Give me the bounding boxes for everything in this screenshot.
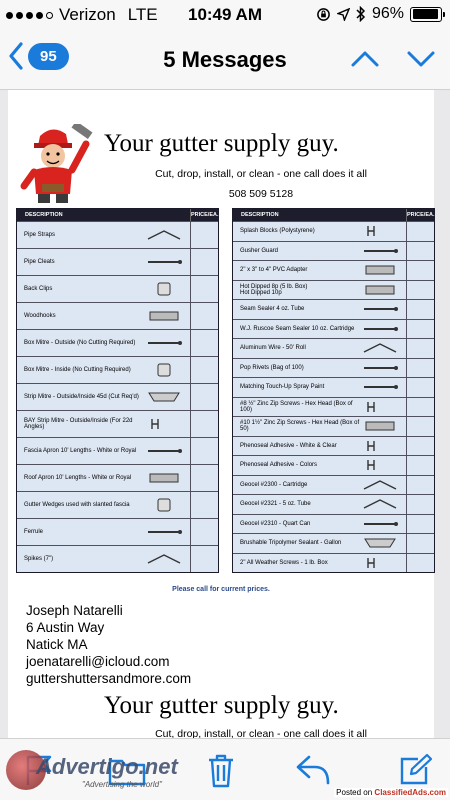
flyer-tagline-repeat: Cut, drop, install, or clean - one call does it all <box>155 728 367 738</box>
table-row <box>233 338 434 358</box>
contact-name: Joseph Natarelli <box>26 603 123 618</box>
item-description: Pipe Straps <box>24 232 56 238</box>
table-header <box>17 209 218 221</box>
price-cell <box>406 476 434 495</box>
watermark-tagline: "Advertising the world" <box>82 780 162 789</box>
table-row <box>17 356 218 383</box>
item-cell <box>17 411 190 437</box>
table-row <box>17 464 218 491</box>
item-cell <box>17 249 190 275</box>
spray-paint-icon <box>360 379 400 395</box>
price-cell <box>190 492 218 518</box>
table-row <box>233 514 434 534</box>
price-cell <box>190 222 218 248</box>
item-cell <box>233 476 406 495</box>
table-row <box>17 383 218 410</box>
table-row <box>17 437 218 464</box>
contact-website[interactable]: guttershuttersandmore.com <box>26 671 192 686</box>
item-cell <box>233 417 406 436</box>
item-cell <box>17 519 190 545</box>
spike-icon <box>144 551 184 567</box>
network-type: LTE <box>127 5 158 24</box>
table-row <box>233 455 434 475</box>
item-description: Splash Blocks (Polystyrene) <box>240 228 315 235</box>
table-header <box>233 209 434 221</box>
table-row <box>17 410 218 437</box>
quart-can-icon <box>360 516 400 532</box>
item-cell <box>233 378 406 397</box>
table-row <box>17 329 218 356</box>
price-cell <box>406 339 434 358</box>
nail-box-icon <box>360 282 400 298</box>
price-cell <box>406 300 434 319</box>
message-body[interactable] <box>0 90 450 738</box>
price-table-left <box>16 208 219 573</box>
next-message-button[interactable] <box>406 44 436 74</box>
item-cell <box>17 465 190 491</box>
geocel-tube-icon <box>360 496 400 512</box>
item-description: Box Mitre - Outside (No Cutting Required) <box>24 340 136 346</box>
gutter-wedge-icon <box>144 497 184 513</box>
pipe-strap-icon <box>144 227 184 243</box>
item-cell <box>17 492 190 518</box>
item-cell <box>233 300 406 319</box>
price-cell <box>190 438 218 464</box>
item-description: Woodhooks <box>24 313 56 319</box>
item-description: Brushable Tripolymer Sealant - Gallon <box>240 540 342 547</box>
table-row <box>17 545 218 572</box>
item-cell <box>233 281 406 300</box>
battery-icon <box>410 7 442 22</box>
table-row <box>233 553 434 573</box>
price-cell <box>406 398 434 417</box>
table-row <box>233 319 434 339</box>
item-description: Geocel #2310 - Quart Can <box>240 520 311 527</box>
price-cell <box>406 320 434 339</box>
adhesive-colors-icon <box>360 457 400 473</box>
item-cell <box>233 398 406 417</box>
item-cell <box>233 339 406 358</box>
item-cell <box>17 438 190 464</box>
status-bar <box>0 0 450 30</box>
price-note: Please call for current prices. <box>172 586 270 593</box>
flyer-tagline: Cut, drop, install, or clean - one call does it all <box>155 168 367 180</box>
table-row <box>233 436 434 456</box>
item-cell <box>233 554 406 573</box>
reply-icon[interactable] <box>295 753 331 787</box>
gallon-icon <box>360 535 400 551</box>
bluetooth-icon <box>356 6 366 22</box>
table-row <box>233 260 434 280</box>
item-cell <box>17 384 190 410</box>
unread-count-badge: 95 <box>28 43 69 70</box>
contact-email[interactable]: joenatarelli@icloud.com <box>26 654 170 669</box>
screw-icon <box>360 399 400 415</box>
item-description: Pop Rivets (Bag of 100) <box>240 364 304 371</box>
woodhook-icon <box>144 308 184 324</box>
price-cell <box>406 222 434 241</box>
price-cell <box>190 330 218 356</box>
table-row <box>233 358 434 378</box>
price-cell <box>406 456 434 475</box>
trash-icon[interactable] <box>206 753 236 789</box>
table-row <box>233 416 434 436</box>
col-price: PRICE/EA. <box>406 209 434 221</box>
price-cell <box>406 242 434 261</box>
item-description: Fascia Apron 10' Lengths - White or Royal <box>24 448 137 454</box>
rivet-icon <box>360 360 400 376</box>
item-description: Gusher Guard <box>240 247 279 254</box>
item-description: Hot Dipped 8p (5 lb. Box) Hot Dipped 10p <box>240 283 308 296</box>
item-cell <box>17 546 190 572</box>
item-description: Geocel #2300 - Cartridge <box>240 481 308 488</box>
price-cell <box>190 276 218 302</box>
item-description: Matching Touch-Up Spray Paint <box>240 384 325 391</box>
item-description: Back Clips <box>24 286 53 292</box>
item-description: Roof Apron 10' Lengths - White or Royal <box>24 475 132 481</box>
previous-message-button[interactable] <box>350 44 380 74</box>
table-row <box>233 377 434 397</box>
price-cell <box>406 359 434 378</box>
table-row <box>17 248 218 275</box>
advertigo-watermark <box>4 746 178 798</box>
price-cell <box>406 534 434 553</box>
table-row <box>233 533 434 553</box>
price-cell <box>406 437 434 456</box>
bay-strip-mitre-icon <box>144 416 184 432</box>
rotation-lock-icon <box>316 7 331 22</box>
table-row <box>17 518 218 545</box>
table-row <box>233 475 434 495</box>
col-description: DESCRIPTION <box>25 212 63 218</box>
table-row <box>233 397 434 417</box>
flyer-phone: 508 509 5128 <box>228 188 294 200</box>
item-cell <box>17 330 190 356</box>
page-title: 5 Messages <box>163 47 287 72</box>
item-cell <box>233 261 406 280</box>
compose-icon[interactable] <box>398 753 432 787</box>
geocel-cartridge-icon <box>360 477 400 493</box>
item-description: Gutter Wedges used with slanted fascia <box>24 502 130 508</box>
item-description: #10 1½" Zinc Zip Screws - Hex Head (Box of 50) <box>240 420 360 433</box>
screw-long-icon <box>360 418 400 434</box>
col-description: DESCRIPTION <box>241 212 279 218</box>
item-description: Pipe Cleats <box>24 259 55 265</box>
contact-city: Natick MA <box>26 637 88 652</box>
item-description: Phenoseal Adhesive - Colors <box>240 462 318 469</box>
gusher-guard-icon <box>360 243 400 259</box>
clock: 10:49 AM <box>187 5 262 24</box>
pvc-adapter-icon <box>360 262 400 278</box>
table-row <box>233 299 434 319</box>
price-cell <box>190 519 218 545</box>
price-table-right <box>232 208 435 573</box>
price-cell <box>406 378 434 397</box>
item-cell <box>233 534 406 553</box>
item-cell <box>233 515 406 534</box>
flyer-headline: Your gutter supply guy. <box>104 130 339 157</box>
adhesive-white-icon <box>360 438 400 454</box>
price-cell <box>190 384 218 410</box>
price-cell <box>406 261 434 280</box>
item-description: Geocel #2321 - 5 oz. Tube <box>240 501 311 508</box>
flyer-image <box>8 90 434 738</box>
posted-on-label <box>334 788 448 797</box>
item-description: Box Mitre - Inside (No Cutting Required) <box>24 367 131 373</box>
item-cell <box>17 222 190 248</box>
item-description: Phenoseal Adhesive - White & Clear <box>240 442 337 449</box>
back-clip-icon <box>144 281 184 297</box>
item-cell <box>17 303 190 329</box>
item-cell <box>233 456 406 475</box>
sealer-tube-icon <box>360 301 400 317</box>
table-row <box>233 280 434 300</box>
item-description: 2" All Weather Screws - 1 lb. Box <box>240 559 328 566</box>
contact-street: 6 Austin Way <box>26 620 105 635</box>
item-description: BAY Strip Mitre - Outside/Inside (For 22d Angles) <box>24 418 133 430</box>
carrier-name: Verizon <box>59 5 116 24</box>
table-row <box>233 221 434 241</box>
location-icon <box>337 8 350 21</box>
item-description: W.J. Ruscoe Seam Sealer 10 oz. Cartridge <box>240 325 355 332</box>
splash-block-icon <box>360 223 400 239</box>
weather-screw-icon <box>360 555 400 571</box>
price-cell <box>190 303 218 329</box>
box-mitre-inside-icon <box>144 362 184 378</box>
item-cell <box>233 359 406 378</box>
price-cell <box>190 249 218 275</box>
item-cell <box>233 222 406 241</box>
posted-site: ClassifiedAds.com <box>374 788 446 797</box>
item-cell <box>17 276 190 302</box>
table-row <box>17 275 218 302</box>
table-row <box>17 302 218 329</box>
wire-icon <box>360 340 400 356</box>
table-row <box>17 491 218 518</box>
fascia-apron-icon <box>144 443 184 459</box>
strip-mitre-icon <box>144 389 184 405</box>
roof-apron-icon <box>144 470 184 486</box>
item-description: Strip Mitre - Outside/Inside 45d (Cut Req'd) <box>24 394 139 400</box>
item-cell <box>233 242 406 261</box>
price-cell <box>190 546 218 572</box>
pipe-cleat-icon <box>144 254 184 270</box>
ferrule-icon <box>144 524 184 540</box>
price-cell <box>406 281 434 300</box>
battery-percent: 96% <box>371 5 404 22</box>
item-description: Seam Sealer 4 oz. Tube <box>240 306 305 313</box>
box-mitre-outside-icon <box>144 335 184 351</box>
price-cell <box>190 411 218 437</box>
price-cell <box>190 465 218 491</box>
item-cell <box>17 357 190 383</box>
table-row <box>233 241 434 261</box>
posted-prefix: Posted on <box>336 788 373 797</box>
cartridge-icon <box>360 321 400 337</box>
item-description: Aluminum Wire - 50' Roll <box>240 345 306 352</box>
item-description: #8 ½" Zinc Zip Screws - Hex Head (Box of 100) <box>240 400 353 413</box>
price-cell <box>406 515 434 534</box>
col-price: PRICE/EA. <box>190 209 218 221</box>
table-row <box>17 221 218 248</box>
watermark-name: Advertigo.net <box>36 754 178 779</box>
contact-block <box>26 602 191 687</box>
item-cell <box>233 320 406 339</box>
item-cell <box>233 437 406 456</box>
price-cell <box>406 495 434 514</box>
price-cell <box>190 357 218 383</box>
price-cell <box>406 554 434 573</box>
status-right <box>316 5 442 23</box>
navigation-bar <box>0 30 450 90</box>
item-description: 2" x 3" to 4" PVC Adapter <box>240 267 308 274</box>
price-cell <box>406 417 434 436</box>
message-nav <box>350 44 436 74</box>
table-row <box>233 494 434 514</box>
item-description: Spikes (7") <box>24 556 54 562</box>
item-cell <box>233 495 406 514</box>
flyer-headline-repeat: Your gutter supply guy. <box>104 692 339 719</box>
item-description: Ferrule <box>24 529 44 535</box>
